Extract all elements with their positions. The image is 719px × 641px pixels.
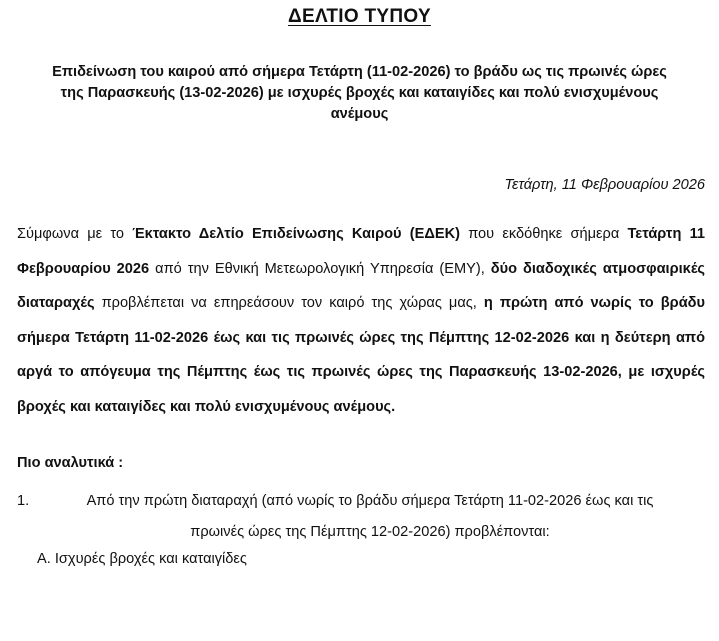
sub-list-item: Α. Ισχυρές βροχές και καταιγίδες [37,551,247,567]
paragraph-bold-text: δύο διαδοχικές ατμοσφαιρικές διαταραχές [17,260,705,311]
subtitle-line: της Παρασκευής (13-02-2026) με ισχυρές βροχές και καταιγίδες και πολύ ενισχυμένους [60,85,659,101]
document-subtitle [14,62,705,125]
subtitle-line: ανέμους [330,106,389,122]
paragraph-bold-text: Τετάρτη 11 Φεβρουαρίου 2026 [17,226,705,277]
list-item-number: 1. [17,493,30,509]
paragraph-text: που εκδόθηκε σήμερα [459,226,628,242]
document-date: Τετάρτη, 11 Φεβρουαρίου 2026 [504,177,705,193]
details-heading: Πιο αναλυτικά : [17,455,124,471]
paragraph-bold-text: Έκτακτο Δελτίο Επιδείνωσης Καιρού (ΕΔΕΚ) [132,226,460,242]
paragraph-text: Σύμφωνα με το [17,226,133,242]
list-item-text [35,486,705,548]
subtitle-line: Επιδείνωση του καιρού από σήμερα Τετάρτη (11-02-2026) το βράδυ ως τις πρωινές ώρες [52,64,667,80]
paragraph-text: από την Εθνική Μετεωρολογική Υπηρεσία (ΕΜΥ), [149,260,491,277]
document-title: ΔΕΛΤΙΟ ΤΥΠΟΥ [288,6,431,27]
paragraph-bold-text: η πρώτη από νωρίς το βράδυ σήμερα Τετάρτη 11-02-2026 έως και τις πρωινές ώρες της Πέμπτης 12-02-2026 και η δεύτερη από αργά το απόγευμα της Πέμπτης έως τις πρωινές ώρες της Παρασκευής 13-02-2026, με ισχυρές βροχές και καταιγίδες και πολύ ενισχυμένους ανέμους. [17,295,706,415]
paragraph-text: προβλέπεται να επηρεάσουν τον καιρό της χώρας μας, [94,295,484,311]
body-paragraph [17,217,705,424]
list-item-line: Από την πρώτη διαταραχή (από νωρίς το βράδυ σήμερα Τετάρτη 11-02-2026 έως και τις [86,493,654,509]
list-item [17,486,705,548]
list-item-line: πρωινές ώρες της Πέμπτης 12-02-2026) προβλέπονται: [190,524,550,540]
